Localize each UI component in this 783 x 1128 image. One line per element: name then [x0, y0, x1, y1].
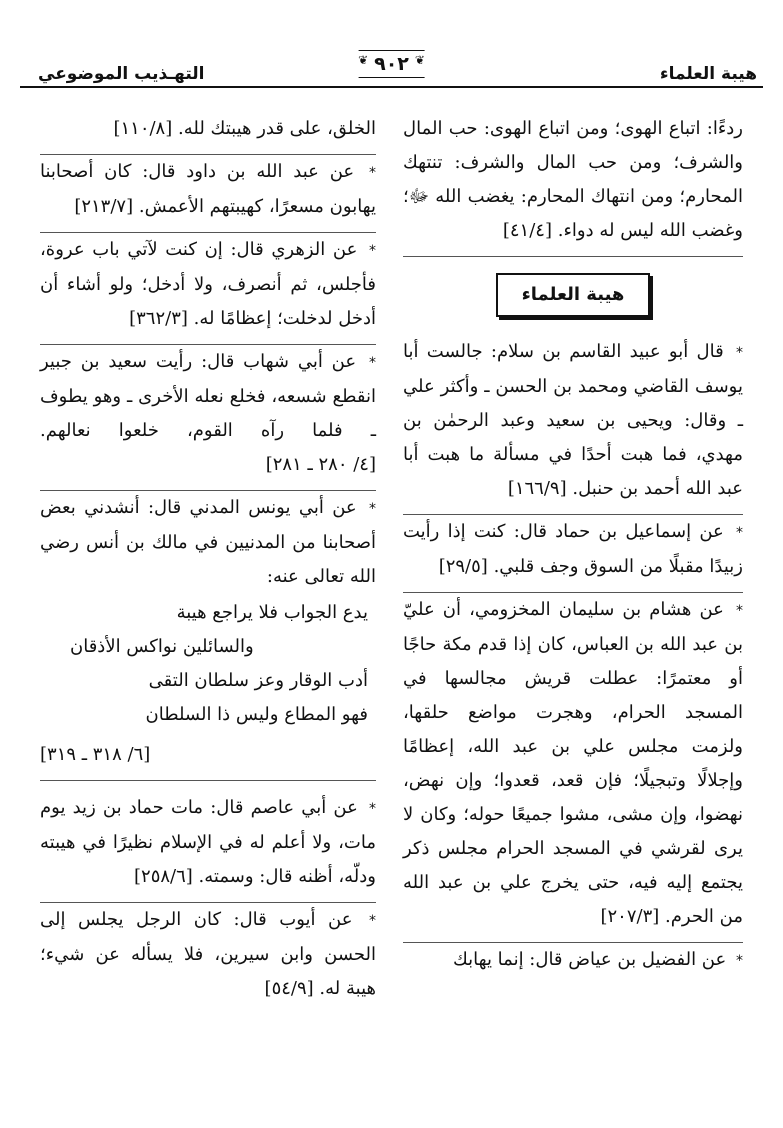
- narration-text: عن أبي شهاب قال: رأيت سعيد بن جبير انقطع شسعه، فخلع نعله الأخرى ـ وهو يطوف ـ فلما رآه القوم، خلعوا نعالهم.: [40, 351, 376, 441]
- running-title-left: التهـذيب الموضوعي: [38, 64, 205, 84]
- narration-text: عن عبد الله بن داود قال: كان أصحابنا يهابون مسعرًا، كهيبتهم الأعمش.: [40, 161, 376, 217]
- poem-verse: فهو المطاع وليس ذا السلطان: [145, 704, 368, 725]
- narration-entry: [403, 943, 743, 986]
- narration-entry: [40, 155, 376, 233]
- asterisk-icon: *: [369, 243, 376, 259]
- poem-verse: والسائلين نواكس الأذقان: [70, 636, 254, 657]
- continuation-paragraph: [40, 112, 376, 155]
- narration-entry: [40, 345, 376, 491]
- right-column: [403, 112, 743, 986]
- source-reference: [٣٦٢/٣]: [129, 308, 188, 329]
- narration-entry: [403, 515, 743, 593]
- source-reference: [٥٤/٩]: [264, 978, 314, 999]
- page-number: ❦ ٩٠٢ ❦: [358, 50, 425, 78]
- page-header: [20, 44, 763, 88]
- asterisk-icon: *: [368, 801, 376, 817]
- continuation-text: الخلق، على قدر هيبتك لله.: [178, 118, 376, 139]
- section-heading: هيبة العلماء: [496, 273, 650, 317]
- source-reference: [١١٠/٨]: [113, 118, 173, 139]
- narration-text: عن إسماعيل بن حماد قال: كنت إذا رأيت زبيدًا مقبلًا من السوق وجف قلبي.: [403, 521, 743, 577]
- running-title-right: هيبة العلماء: [659, 64, 757, 84]
- poem-verse: يدع الجواب فلا يراجع هيبة: [176, 602, 368, 623]
- narration-entry: [40, 233, 376, 345]
- narration-text: عن الفضيل بن عياض قال: إنما يهابك: [452, 949, 727, 970]
- left-column: [40, 112, 376, 1014]
- poem-verses: [40, 594, 376, 738]
- narration-text: عن أبي يونس المدني قال: أنشدني بعض أصحابنا من المدنيين في مالك بن أنس رضي الله تعالى عنه:: [40, 497, 376, 587]
- narration-entry: [403, 335, 743, 515]
- source-reference: [٤١/٤]: [502, 220, 552, 241]
- narration-entry: [40, 791, 376, 903]
- asterisk-icon: *: [368, 501, 376, 517]
- narration-entry: [403, 593, 743, 943]
- asterisk-icon: *: [369, 165, 376, 181]
- asterisk-icon: *: [735, 345, 743, 361]
- narration-text: عن أبي عاصم قال: مات حماد بن زيد يوم مات، ولا أعلم له في الإسلام نظيرًا في هيبته ودلّه، أظنه قال: وسمته.: [40, 797, 376, 887]
- source-reference: [٢٥٨/٦]: [134, 866, 193, 887]
- source-reference: [٢١٣/٧]: [74, 196, 134, 217]
- narration-text: عن هشام بن سليمان المخزومي، أن عليّ بن عبد الله بن العباس، كان إذا قدم مكة حاجًا أو معتمرًا: عطلت قريش مجالسها في المسجد الحرام، وهجرت مواضع حلقها، ولزمت مجلس علي بن عبد الله، إعظامًا وإجلالًا وتبجيلًا؛ فإن قعد، قعدوا؛ وإن نهض، نهضوا، وإن مشى، مشوا جميعًا حوله؛ وكان لا يرى لقرشي في المسجد الحرام مجلس ذكر يجتمع إليه فيه، حتى يخرج علي بن عبد الله من الحرم.: [403, 599, 743, 927]
- asterisk-icon: *: [369, 913, 376, 929]
- source-reference: [٤/ ٢٨٠ ـ ٢٨١]: [265, 454, 376, 475]
- source-reference: [٢٩/٥]: [438, 556, 488, 577]
- poem-entry: [40, 491, 376, 781]
- source-reference: [٢٠٧/٣]: [600, 906, 660, 927]
- asterisk-icon: *: [736, 603, 743, 619]
- narration-text: عن الزهري قال: إن كنت لآتي باب عروة، فأجلس، ثم أنصرف، ولا أدخل؛ ولو أشاء أن أدخل لدخلت؛ إعظامًا له.: [40, 239, 376, 329]
- asterisk-icon: *: [368, 355, 376, 371]
- header-divider: [20, 86, 763, 88]
- intro-paragraph: [403, 112, 743, 257]
- narration-text: عن أيوب قال: كان الرجل يجلس إلى الحسن وابن سيرين، فلا يسأله عن شيء؛ هيبة له.: [40, 909, 376, 999]
- narration-text: قال أبو عبيد القاسم بن سلام: جالست أبا يوسف القاضي ومحمد بن الحسن ـ وأكثر علي ـ وقال: ويحيى بن سعيد وعبد الرحمٰن بن مهدي، فما هبت أحدًا في مسألة ما هبت أبا عبد الله أحمد بن حنبل.: [403, 341, 743, 499]
- asterisk-icon: *: [735, 525, 743, 541]
- intro-text: ردءًا: اتباع الهوى؛ ومن اتباع الهوى: حب المال والشرف؛ ومن حب المال والشرف: تنتهك المحارم؛ ومن انتهاك المحارم: يغضب الله ﷻ؛ وغضب الله ليس له دواء.: [403, 118, 743, 241]
- asterisk-icon: *: [736, 953, 743, 969]
- narration-entry: [40, 903, 376, 1014]
- source-reference: [١٦٦/٩]: [507, 478, 567, 499]
- source-reference: [٦/ ٣١٨ ـ ٣١٩]: [40, 744, 151, 765]
- poem-verse: أدب الوقار وعز سلطان التقى: [148, 670, 368, 691]
